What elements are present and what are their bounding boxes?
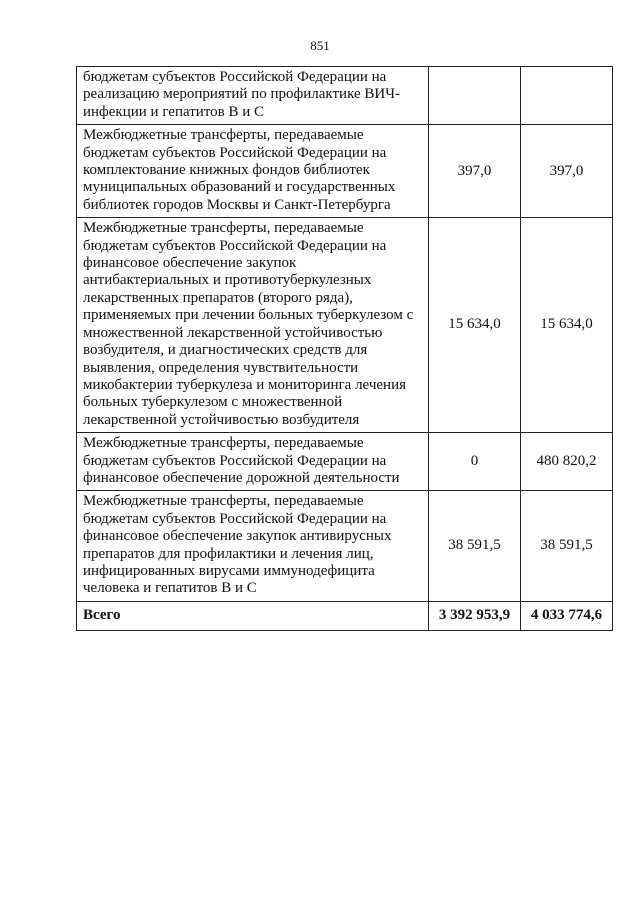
row-value-col2: 397,0 [521, 125, 613, 218]
row-value-col1: 15 634,0 [429, 218, 521, 433]
total-row [77, 601, 613, 630]
table-row [77, 433, 613, 491]
table-row [77, 125, 613, 218]
row-value-col1: 0 [429, 433, 521, 491]
total-label: Всего [77, 601, 429, 630]
row-description: Межбюджетные трансферты, передаваемые бюджетам субъектов Российской Федерации на комплектование книжных фондов библиотек муниципальных образований и государственных библиотек городов Москвы и Санкт-Петербурга [77, 125, 429, 218]
row-value-col2: 480 820,2 [521, 433, 613, 491]
row-description: Межбюджетные трансферты, передаваемые бюджетам субъектов Российской Федерации на финансовое обеспечение закупок антибактериальных и противотуберкулезных лекарственных препаратов (второго ряда), применяемых при лечении больных туберкулезом с множественной лекарственной устойчивостью возбудителя, и диагностических средств для выявления, определения чувствительности микобактерии туберкулеза и мониторинга лечения больных туберкулезом с множественной лекарственной устойчивостью возбудителя [77, 218, 429, 433]
page-number: 851 [310, 38, 330, 53]
row-value-col1: 38 591,5 [429, 491, 521, 601]
row-value-col1 [429, 67, 521, 125]
row-value-col2 [521, 67, 613, 125]
table-row [77, 67, 613, 125]
budget-table [76, 66, 613, 631]
row-description: бюджетам субъектов Российской Федерации на реализацию мероприятий по профилактике ВИЧ-инфекции и гепатитов В и С [77, 67, 429, 125]
table-row [77, 218, 613, 433]
row-value-col1: 397,0 [429, 125, 521, 218]
row-description: Межбюджетные трансферты, передаваемые бюджетам субъектов Российской Федерации на финансовое обеспечение закупок антивирусных препаратов для профилактики и лечения лиц, инфицированных вирусами иммунодефицита человека и гепатитов В и С [77, 491, 429, 601]
total-value-col1: 3 392 953,9 [429, 601, 521, 630]
total-value-col2: 4 033 774,6 [521, 601, 613, 630]
row-value-col2: 38 591,5 [521, 491, 613, 601]
row-description: Межбюджетные трансферты, передаваемые бюджетам субъектов Российской Федерации на финансовое обеспечение дорожной деятельности [77, 433, 429, 491]
row-value-col2: 15 634,0 [521, 218, 613, 433]
table-row [77, 491, 613, 601]
